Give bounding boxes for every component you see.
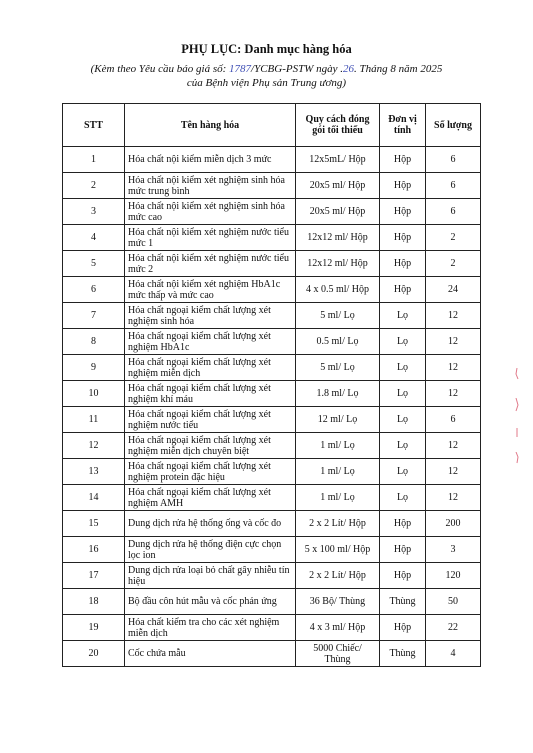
header-stt: STT — [63, 104, 125, 147]
cell-spec: 0.5 ml/ Lọ — [296, 329, 380, 355]
cell-unit: Lọ — [380, 381, 426, 407]
handwritten-doc-number: 1787 — [229, 63, 252, 75]
subtitle-suffix: . Tháng 8 năm 2025 — [354, 63, 443, 75]
cell-unit: Lọ — [380, 407, 426, 433]
cell-stt: 18 — [63, 589, 125, 615]
table-row — [63, 563, 481, 589]
cell-name: Hóa chất nội kiểm xét nghiệm nước tiểu mức 2 — [125, 251, 296, 277]
table-row — [63, 459, 481, 485]
cell-qty: 6 — [426, 147, 481, 173]
cell-spec: 5000 Chiếc/ Thùng — [296, 641, 380, 667]
margin-mark — [514, 428, 520, 438]
cell-qty: 12 — [426, 459, 481, 485]
cell-spec: 12 ml/ Lọ — [296, 407, 380, 433]
document-title: PHỤ LỤC: Danh mục hàng hóa — [181, 42, 352, 56]
header-qty: Số lượng — [426, 104, 481, 147]
cell-qty: 2 — [426, 251, 481, 277]
cell-qty: 6 — [426, 407, 481, 433]
cell-stt: 3 — [63, 199, 125, 225]
cell-name: Hóa chất ngoại kiểm chất lượng xét nghiệm protein đặc hiệu — [125, 459, 296, 485]
cell-unit: Hộp — [380, 277, 426, 303]
cell-name: Hóa chất ngoại kiểm chất lượng xét nghiệm HbA1c — [125, 329, 296, 355]
table-row — [63, 615, 481, 641]
table-header-row — [63, 104, 481, 147]
cell-name: Hóa chất nội kiểm xét nghiệm nước tiểu mức 1 — [125, 225, 296, 251]
table-row — [63, 277, 481, 303]
cell-name: Hóa chất ngoại kiểm chất lượng xét nghiệm miễn dịch — [125, 355, 296, 381]
cell-unit: Lọ — [380, 355, 426, 381]
cell-name: Hóa chất ngoại kiểm chất lượng xét nghiệm khí máu — [125, 381, 296, 407]
cell-qty: 12 — [426, 303, 481, 329]
cell-spec: 5 x 100 ml/ Hộp — [296, 537, 380, 563]
cell-spec: 1 ml/ Lọ — [296, 433, 380, 459]
document-subtitle-line2: của Bệnh viện Phụ sản Trung ương) — [186, 77, 347, 89]
table-row — [63, 199, 481, 225]
cell-spec: 5 ml/ Lọ — [296, 355, 380, 381]
cell-stt: 6 — [63, 277, 125, 303]
subtitle-middle: /YCBG-PSTW ngày . — [251, 63, 344, 75]
table-row — [63, 147, 481, 173]
cell-spec: 2 x 2 Lít/ Hộp — [296, 563, 380, 589]
cell-qty: 2 — [426, 225, 481, 251]
cell-stt: 11 — [63, 407, 125, 433]
cell-qty: 50 — [426, 589, 481, 615]
cell-qty: 3 — [426, 537, 481, 563]
cell-spec: 1 ml/ Lọ — [296, 459, 380, 485]
margin-mark — [514, 452, 520, 464]
cell-unit: Hộp — [380, 147, 426, 173]
cell-spec: 1.8 ml/ Lọ — [296, 381, 380, 407]
table-row — [63, 355, 481, 381]
header-spec: Quy cách đóng gói tối thiểu — [296, 104, 380, 147]
cell-name: Hóa chất ngoại kiểm chất lượng xét nghiệm sinh hóa — [125, 303, 296, 329]
cell-spec: 12x12 ml/ Hộp — [296, 251, 380, 277]
cell-stt: 9 — [63, 355, 125, 381]
cell-name: Dung dịch rửa hệ thống điện cực chọn lọc ion — [125, 537, 296, 563]
cell-unit: Lọ — [380, 459, 426, 485]
cell-name: Hóa chất kiểm tra cho các xét nghiệm miễn dịch — [125, 615, 296, 641]
table-row — [63, 485, 481, 511]
cell-spec: 2 x 2 Lít/ Hộp — [296, 511, 380, 537]
cell-spec: 4 x 3 ml/ Hộp — [296, 615, 380, 641]
cell-unit: Hộp — [380, 251, 426, 277]
table-row — [63, 329, 481, 355]
header-name: Tên hàng hóa — [125, 104, 296, 147]
cell-stt: 19 — [63, 615, 125, 641]
cell-unit: Hộp — [380, 225, 426, 251]
cell-name: Hóa chất ngoại kiểm chất lượng xét nghiệm AMH — [125, 485, 296, 511]
cell-qty: 12 — [426, 485, 481, 511]
cell-unit: Thùng — [380, 589, 426, 615]
cell-stt: 13 — [63, 459, 125, 485]
table-row — [63, 537, 481, 563]
cell-unit: Thùng — [380, 641, 426, 667]
table-row — [63, 589, 481, 615]
cell-spec: 20x5 ml/ Hộp — [296, 199, 380, 225]
table-row — [63, 303, 481, 329]
cell-qty: 4 — [426, 641, 481, 667]
cell-qty: 120 — [426, 563, 481, 589]
table-row — [63, 173, 481, 199]
document-header — [0, 42, 533, 90]
cell-qty: 24 — [426, 277, 481, 303]
cell-spec: 12x5mL/ Hộp — [296, 147, 380, 173]
cell-qty: 6 — [426, 173, 481, 199]
cell-name: Hóa chất nội kiểm xét nghiệm sinh hóa mức cao — [125, 199, 296, 225]
cell-stt: 16 — [63, 537, 125, 563]
cell-unit: Hộp — [380, 511, 426, 537]
table-row — [63, 381, 481, 407]
handwritten-day: 26 — [343, 63, 355, 75]
cell-name: Hóa chất nội kiểm xét nghiệm sinh hóa mức trung bình — [125, 173, 296, 199]
cell-qty: 6 — [426, 199, 481, 225]
cell-stt: 4 — [63, 225, 125, 251]
table-row — [63, 511, 481, 537]
table-row — [63, 433, 481, 459]
cell-name: Hóa chất ngoại kiểm chất lượng xét nghiệm miễn dịch chuyên biệt — [125, 433, 296, 459]
cell-name: Hóa chất nội kiểm xét nghiệm HbA1c mức thấp và mức cao — [125, 277, 296, 303]
cell-qty: 200 — [426, 511, 481, 537]
goods-table — [62, 103, 481, 667]
cell-spec: 1 ml/ Lọ — [296, 485, 380, 511]
cell-stt: 5 — [63, 251, 125, 277]
cell-spec: 4 x 0.5 ml/ Hộp — [296, 277, 380, 303]
cell-stt: 8 — [63, 329, 125, 355]
table-row — [63, 407, 481, 433]
cell-stt: 2 — [63, 173, 125, 199]
cell-qty: 12 — [426, 381, 481, 407]
cell-qty: 22 — [426, 615, 481, 641]
cell-spec: 20x5 ml/ Hộp — [296, 173, 380, 199]
cell-stt: 7 — [63, 303, 125, 329]
cell-unit: Lọ — [380, 303, 426, 329]
cell-unit: Hộp — [380, 173, 426, 199]
cell-unit: Hộp — [380, 615, 426, 641]
cell-unit: Lọ — [380, 433, 426, 459]
cell-name: Hóa chất nội kiểm miễn dịch 3 mức — [125, 147, 296, 173]
margin-mark — [514, 368, 520, 380]
cell-qty: 12 — [426, 329, 481, 355]
document-subtitle — [0, 62, 533, 76]
subtitle-prefix: (Kèm theo Yêu cầu báo giá số: — [90, 63, 230, 75]
table-body — [63, 147, 481, 667]
cell-unit: Hộp — [380, 563, 426, 589]
cell-qty: 12 — [426, 433, 481, 459]
cell-stt: 15 — [63, 511, 125, 537]
table-row — [63, 641, 481, 667]
cell-spec: 5 ml/ Lọ — [296, 303, 380, 329]
cell-stt: 12 — [63, 433, 125, 459]
cell-name: Dung dịch rửa loại bỏ chất gây nhiễu tín hiệu — [125, 563, 296, 589]
cell-unit: Hộp — [380, 537, 426, 563]
cell-qty: 12 — [426, 355, 481, 381]
cell-stt: 17 — [63, 563, 125, 589]
cell-name: Hóa chất ngoại kiểm chất lượng xét nghiệm nước tiểu — [125, 407, 296, 433]
margin-mark — [514, 398, 520, 412]
cell-unit: Lọ — [380, 329, 426, 355]
cell-stt: 20 — [63, 641, 125, 667]
table-row — [63, 251, 481, 277]
cell-spec: 12x12 ml/ Hộp — [296, 225, 380, 251]
cell-stt: 10 — [63, 381, 125, 407]
cell-unit: Lọ — [380, 485, 426, 511]
table-row — [63, 225, 481, 251]
cell-name: Cốc chứa mẫu — [125, 641, 296, 667]
cell-spec: 36 Bộ/ Thùng — [296, 589, 380, 615]
cell-unit: Hộp — [380, 199, 426, 225]
cell-stt: 1 — [63, 147, 125, 173]
cell-stt: 14 — [63, 485, 125, 511]
header-unit: Đơn vị tính — [380, 104, 426, 147]
cell-name: Bộ đầu côn hút mẫu và cốc phản ứng — [125, 589, 296, 615]
cell-name: Dung dịch rửa hệ thống ống và cốc đo — [125, 511, 296, 537]
